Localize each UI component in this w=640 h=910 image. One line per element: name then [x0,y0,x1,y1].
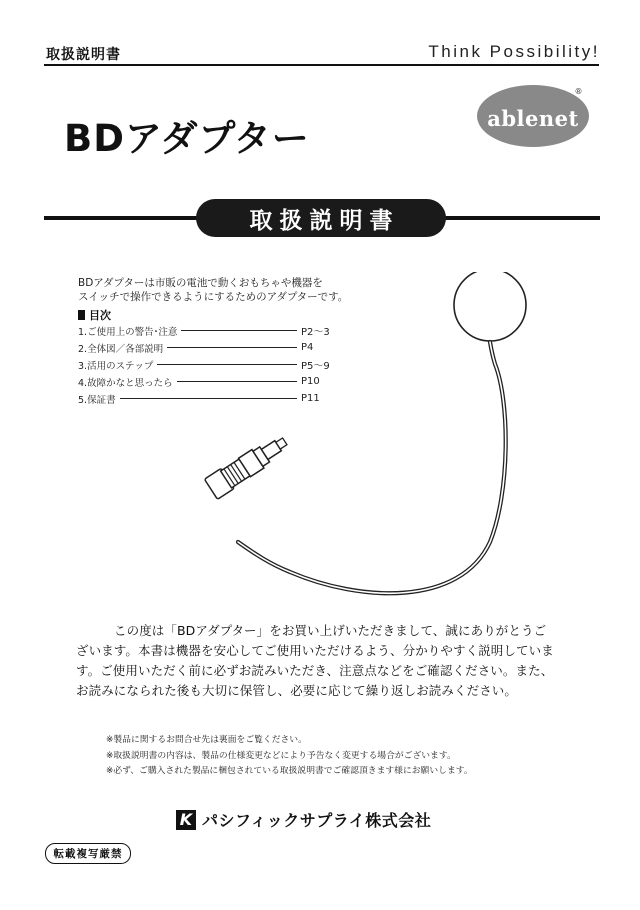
toc-item-label: 5.保証書 [78,394,116,406]
adapter-cable-outline [238,342,506,593]
adapter-disc [454,272,526,341]
notes [106,733,473,780]
tagline: Think Possibility! [428,42,600,61]
square-bullet-icon [78,310,85,320]
toc-item-label: 3.活用のステップ [78,360,154,372]
ablenet-logo [477,85,589,147]
intro-line-1: BDアダプターは市販の電池で動くおもちゃや機器を [78,277,323,289]
toc-item-page: P10 [301,376,320,387]
toc-heading-text: 目次 [89,309,111,322]
adapter-plug [204,431,291,499]
registered-mark: ® [574,87,583,96]
toc-item-label: 1.ご使用上の警告･注意 [78,326,178,338]
toc-item-page: P2～3 [301,327,330,338]
note-item: ※製品に関するお問合せ先は裏面をご覧ください。 [106,735,307,745]
section-heading-text: 取扱説明書 [249,207,400,234]
note-item: ※取扱説明書の内容は、製品の仕様変更などにより予告なく変更する場合がございます。 [106,750,456,761]
section-heading [196,199,446,237]
greeting-paragraph: この度は「BDアダプター」をお買い上げいただきまして、誠にありがとうございます。本書は機器を安心してご使用いただけるよう、分かりやすく説明しています。ご使用いただく前に必ずお読みいただき、注意点などをご確認ください。また、お読みになられた後も大切に保管し、必要に応じて繰り返しお読みください。 [76,623,554,698]
bd-adapter-illustration [160,272,530,612]
company-name: パシフィックサプライ株式会社 [202,811,432,830]
toc-item-label: 4.故障かなと思ったら [78,377,173,389]
toc-heading [78,307,111,323]
toc-item-label: 2.全体図／各部説明 [78,343,164,355]
no-reproduction-stamp: 転載複写厳禁 [45,843,131,864]
adapter-cable-core [238,342,506,593]
company-logo [176,808,431,831]
doc-label: 取扱説明書 [46,47,121,63]
toc-item-page: P5～9 [301,361,330,372]
company-mark-icon: K [176,810,196,830]
note-item: ※必ず、ご購入された製品に梱包されている取扱説明書でご確認頂きます様にお願いします。 [106,766,473,776]
toc-item-page: P11 [301,393,320,404]
product-title: BDアダプター [64,117,310,160]
header-rule [44,64,599,66]
intro-line-2: スイッチで操作できるようにするためのアダプターです。 [78,291,349,303]
toc-item-page: P4 [301,342,314,353]
brand-name: ablenet [487,105,579,131]
